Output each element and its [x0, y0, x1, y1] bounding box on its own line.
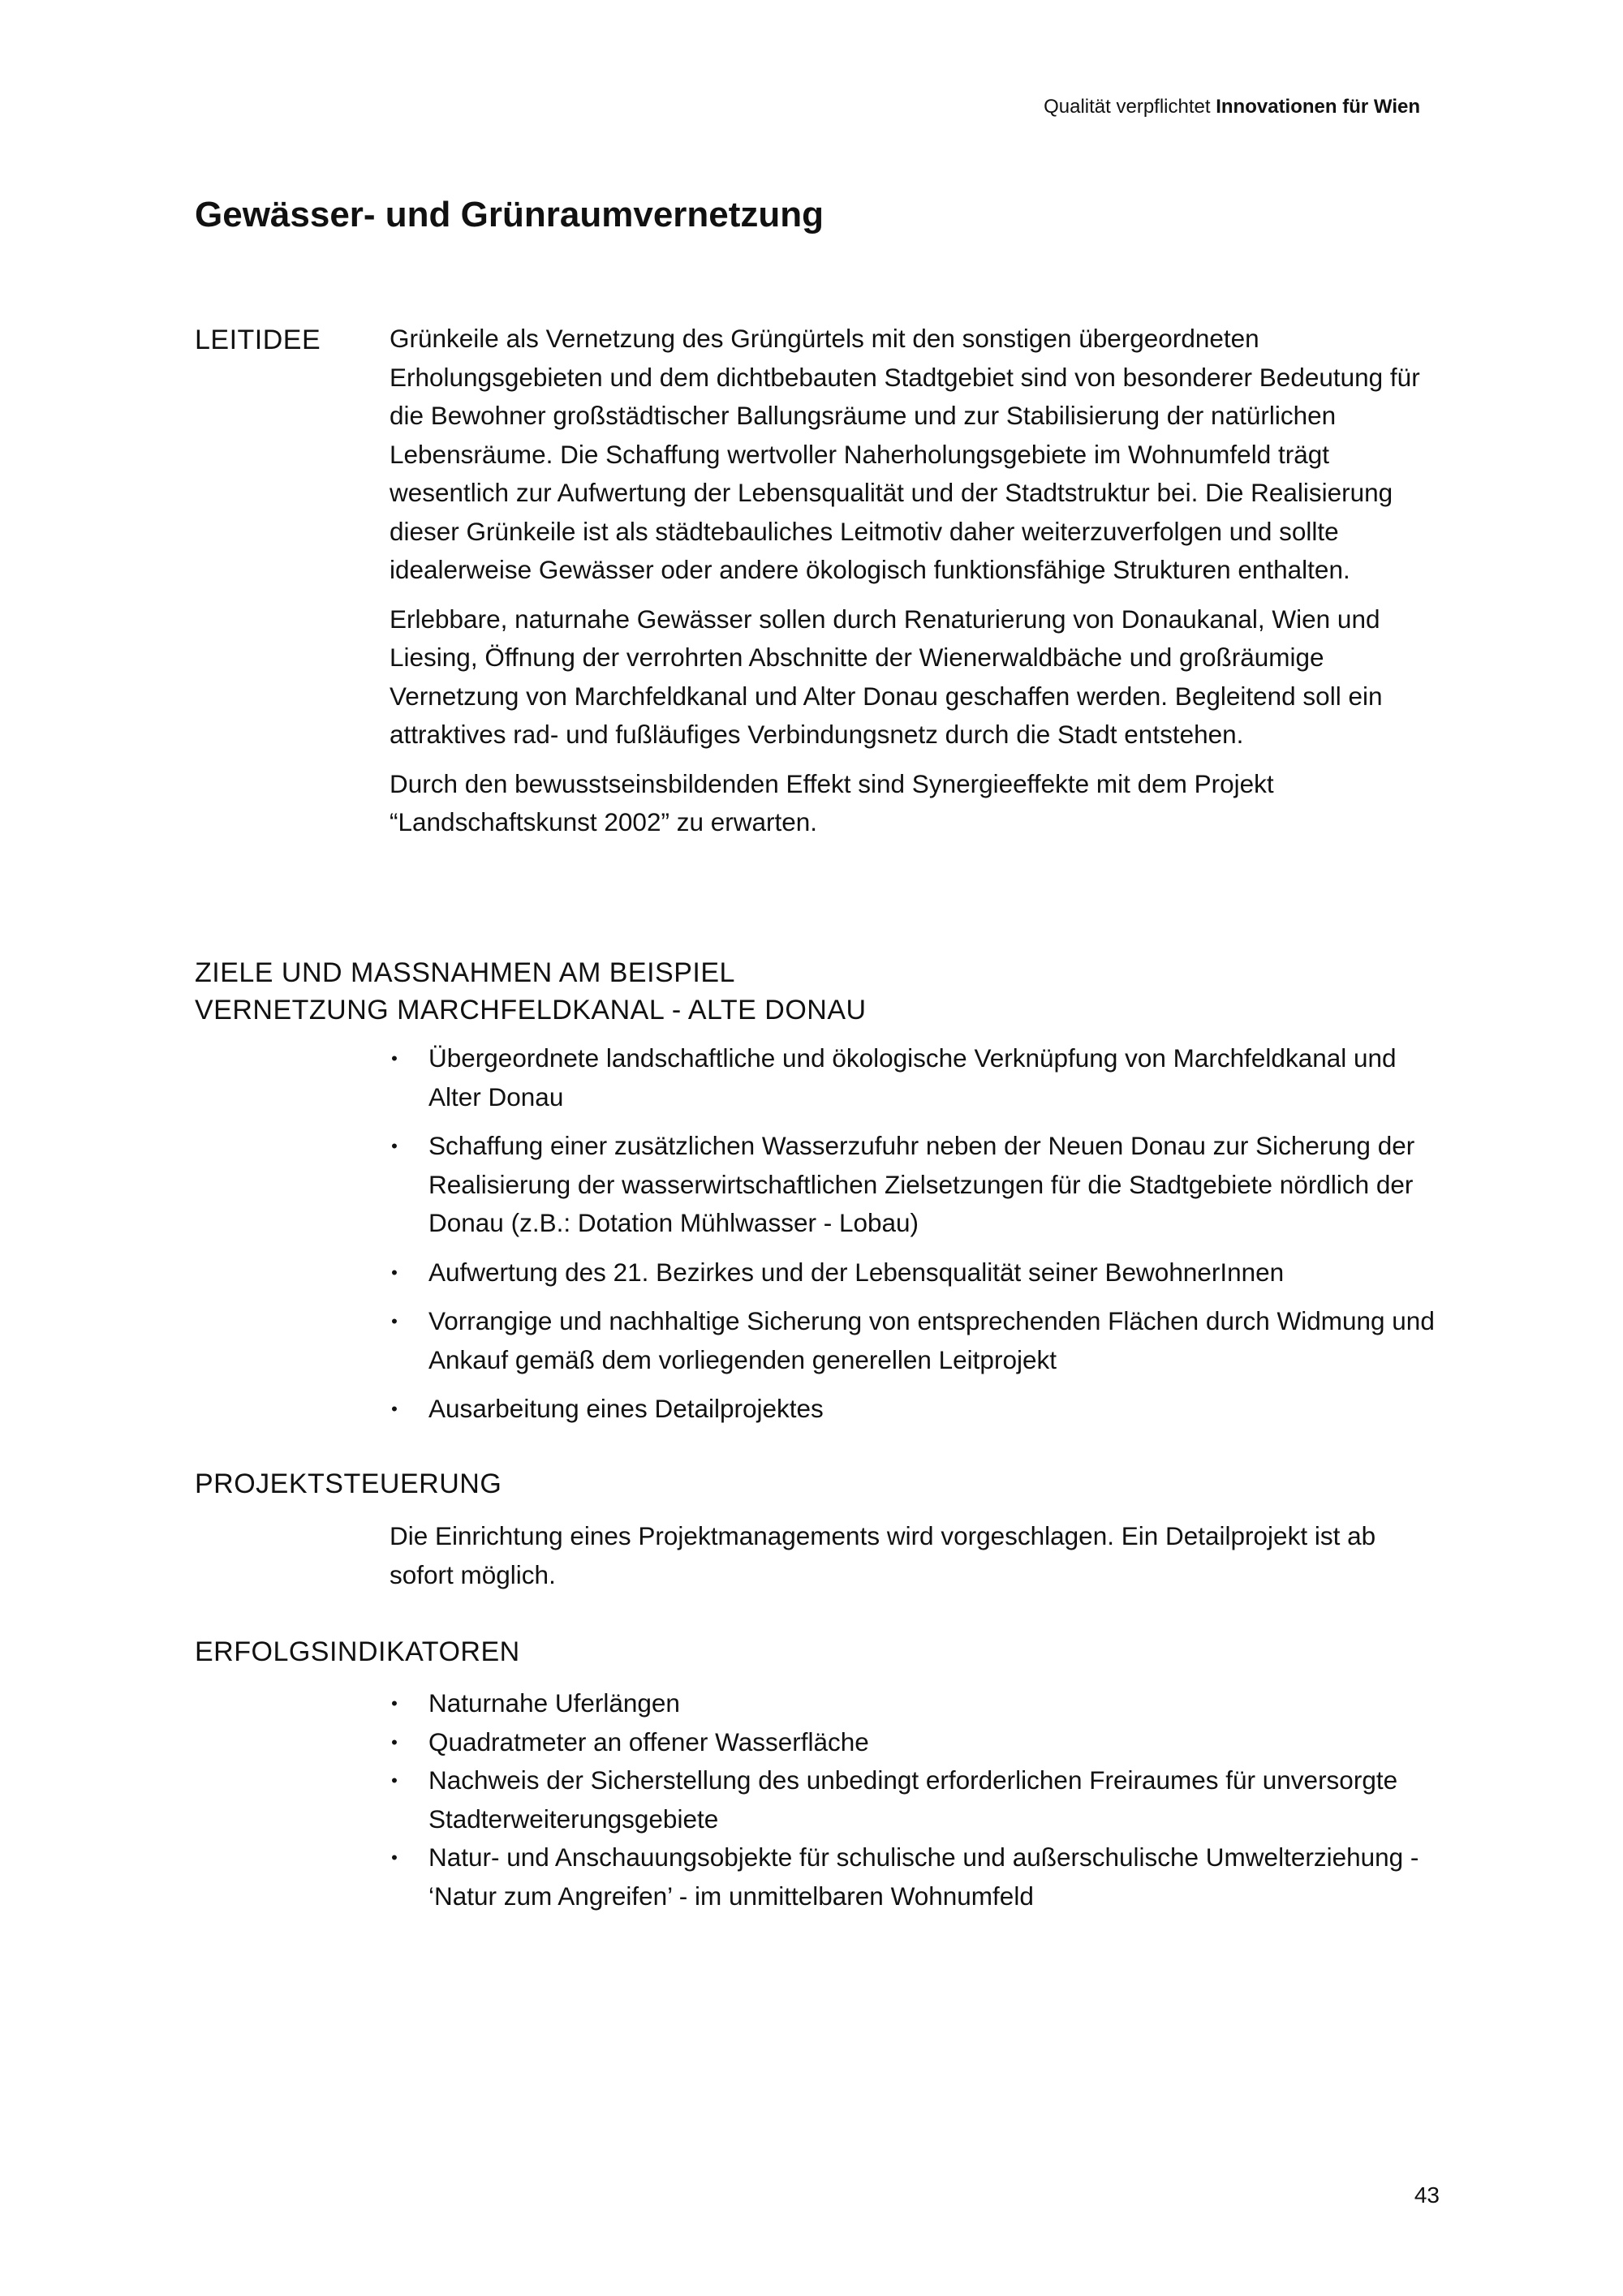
page-title: Gewässer- und Grünraumvernetzung — [195, 195, 824, 234]
leitidee-label: LEITIDEE — [195, 325, 321, 355]
leitidee-paragraph: Durch den bewusstseinsbildenden Effekt sind Synergieeffekte mit dem Projekt “Landschaftskunst 2002” zu erwarten. — [390, 768, 1274, 836]
header-emphasis: Innovationen für Wien — [1216, 96, 1420, 118]
projektsteuerung-text: Die Einrichtung eines Projektmanagements wird vorgeschlagen. Ein Detailprojekt ist ab sofort möglich. — [390, 1521, 1376, 1589]
leitidee-paragraph: Erlebbare, naturnahe Gewässer sollen durch Renaturierung von Donaukanal, Wien und Liesing, Öffnung der verrohrten Abschnitte der Wienerwaldbäche und großräumige Vernetzung von Marchfeldkanal und Alter Donau geschaffen werden. Begleitend soll ein attraktives rad- und fußläufiges Verbindungsnetz durch die Stadt entstehen. — [390, 604, 1383, 749]
bullet-icon: • — [391, 1693, 398, 1713]
ziele-body — [390, 1039, 1444, 1439]
erfolgsindikatoren-body — [390, 1684, 1444, 1915]
bullet-icon: • — [391, 1770, 398, 1791]
list-item: • Vorrangige und nachhaltige Sicherung von entsprechenden Flächen durch Widmung und Ankauf gemäß dem vorliegenden generellen Leitprojekt — [390, 1302, 1444, 1379]
list-item: • Nachweis der Sicherstellung des unbedingt erforderlichen Freiraumes für unversorgte Stadterweiterungsgebiete — [390, 1761, 1444, 1838]
list-item: • Übergeordnete landschaftliche und ökologische Verknüpfung von Marchfeldkanal und Alter Donau — [390, 1039, 1444, 1116]
page-number: 43 — [1414, 2182, 1440, 2208]
leitidee-paragraph: Grünkeile als Vernetzung des Grüngürtels mit den sonstigen übergeordneten Erholungsgebieten und dem dichtbebauten Stadtgebiet sind von besonderer Bedeutung für die Bewohner großstädtischer Ballungsräume und zur Stabilisierung der natürlichen Lebensräume. Die Schaffung wertvoller Naherholungsgebiete im Wohnumfeld trägt wesentlich zur Aufwertung der Lebensqualität und der Stadtstruktur bei. Die Realisierung dieser Grünkeile ist als städtebauliches Leitmotiv daher weiterzuverfolgen und sollte idealerweise Gewässer oder andere ökologisch funktionsfähige Strukturen enthalten. — [390, 324, 1420, 584]
leitidee-body — [390, 320, 1444, 853]
bullet-icon: • — [391, 1262, 398, 1283]
projektsteuerung-body — [390, 1517, 1444, 1605]
list-item: • Aufwertung des 21. Bezirkes und der Lebensqualität seiner BewohnerInnen — [390, 1253, 1444, 1292]
erfolgsindikatoren-list — [390, 1684, 1444, 1915]
erfolgsindikatoren-label: ERFOLGSINDIKATOREN — [195, 1636, 520, 1667]
bullet-icon: • — [391, 1731, 398, 1752]
projektsteuerung-label: PROJEKTSTEUERUNG — [195, 1468, 502, 1499]
ziele-label-line2: VERNETZUNG MARCHFELDKANAL - ALTE DONAU — [195, 995, 867, 1025]
bullet-icon: • — [391, 1311, 398, 1331]
list-item: • Natur- und Anschauungsobjekte für schulische und außerschulische Umwelterziehung - ‘Natur zum Angreifen’ - im unmittelbaren Wohnumfeld — [390, 1838, 1444, 1915]
ziele-label-line1: ZIELE UND MASSNAHMEN AM BEISPIEL — [195, 957, 735, 988]
header-prefix: Qualität verpflichtet — [1044, 96, 1211, 118]
bullet-icon: • — [391, 1399, 398, 1419]
ziele-list — [390, 1039, 1444, 1429]
running-header — [1044, 96, 1420, 118]
bullet-icon: • — [391, 1136, 398, 1156]
list-item: • Quadratmeter an offener Wasserfläche — [390, 1723, 1444, 1762]
bullet-icon: • — [391, 1048, 398, 1068]
ziele-label — [195, 954, 867, 1029]
list-item: • Ausarbeitung eines Detailprojektes — [390, 1390, 1444, 1429]
list-item: • Naturnahe Uferlängen — [390, 1684, 1444, 1723]
bullet-icon: • — [391, 1847, 398, 1868]
list-item: • Schaffung einer zusätzlichen Wasserzufuhr neben der Neuen Donau zur Sicherung der Realisierung der wasserwirtschaftlichen Zielsetzungen für die Stadtgebiete nördlich der Donau (z.B.: Dotation Mühlwasser - Lobau) — [390, 1127, 1444, 1243]
